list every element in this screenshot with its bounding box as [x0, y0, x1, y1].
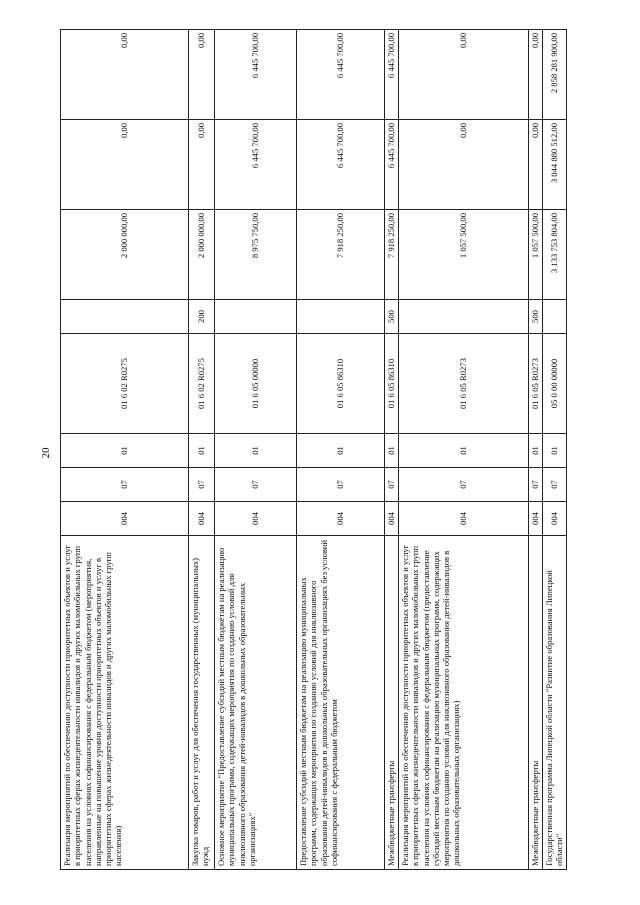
- target-article-code: 01 6 05 R0273: [399, 334, 529, 434]
- amount-year-1: 1 057 500,00: [399, 210, 529, 300]
- amount-year-3: 0,00: [189, 30, 215, 120]
- amount-year-1: 3 133 753 804,00: [543, 210, 567, 300]
- expense-type-code: 500: [385, 300, 399, 334]
- table-body: [61, 30, 567, 870]
- grbs-code: 004: [399, 502, 529, 536]
- grbs-code: 004: [189, 502, 215, 536]
- expense-type-code: [61, 300, 189, 334]
- amount-year-3: 6 445 700,00: [297, 30, 385, 120]
- row-name: Межбюджетные трансферты: [385, 536, 399, 870]
- table-row: [529, 30, 543, 870]
- grbs-code: 004: [215, 502, 297, 536]
- amount-year-3: 6 445 700,00: [385, 30, 399, 120]
- table-row: [189, 30, 215, 870]
- amount-year-3: 6 445 700,00: [215, 30, 297, 120]
- section-code: 07: [189, 468, 215, 502]
- rotated-table-container: [60, 30, 565, 870]
- amount-year-3: 0,00: [399, 30, 529, 120]
- target-article-code: 01 6 05 86310: [385, 334, 399, 434]
- expense-type-code: 500: [529, 300, 543, 334]
- amount-year-1: 2 000 000,00: [61, 210, 189, 300]
- amount-year-2: 6 445 700,00: [297, 120, 385, 210]
- section-code: 07: [61, 468, 189, 502]
- row-name: Реализация мероприятий по обеспечению доступности приоритетных объектов и услуг в приоритетных сферах жизнедеятельности инвалидов и других маломобильных групп населения на условиях софинансирования с федеральным бюджетом (мероприятия, направленные на повышение уровня доступности приоритетных объектов и услуг в приоритетных сферах жизнедеятельности инвалидов и других маломобильных групп населения): [61, 536, 189, 870]
- amount-year-3: 2 858 281 900,00: [543, 30, 567, 120]
- amount-year-1: 2 000 000,00: [189, 210, 215, 300]
- target-article-code: 01 6 05 R0273: [529, 334, 543, 434]
- expense-type-code: [543, 300, 567, 334]
- grbs-code: 004: [529, 502, 543, 536]
- grbs-code: 004: [543, 502, 567, 536]
- row-name: Государственная программа Липецкой области "Развитие образования Липецкой области": [543, 536, 567, 870]
- amount-year-2: 0,00: [61, 120, 189, 210]
- subsection-code: 01: [297, 434, 385, 468]
- target-article-code: 01 6 02 R0275: [61, 334, 189, 434]
- row-name: Закупка товаров, работ и услуг для обеспечения государственных (муниципальных) нужд: [189, 536, 215, 870]
- amount-year-1: 7 918 250,00: [385, 210, 399, 300]
- expense-type-code: 200: [189, 300, 215, 334]
- row-name: Предоставление субсидий местным бюджетам на реализацию муниципальных программ, содержащих мероприятия по созданию условий для инклюзивного образования детей-инвалидов в дошкольных образовательных организациях без условий софинансирования с федеральным бюджетом: [297, 536, 385, 870]
- table-row: [543, 30, 567, 870]
- target-article-code: 05 0 00 00000: [543, 334, 567, 434]
- section-code: 07: [215, 468, 297, 502]
- budget-table: [60, 29, 567, 870]
- amount-year-3: 0,00: [61, 30, 189, 120]
- expense-type-code: [399, 300, 529, 334]
- target-article-code: 01 6 02 R0275: [189, 334, 215, 434]
- row-name: Основное мероприятие "Предоставление субсидий местным бюджетам на реализацию муниципальных программ, содержащих мероприятия по созданию условий для инклюзивного образования детей-инвалидов в дошкольных образовательных организациях": [215, 536, 297, 870]
- subsection-code: 01: [399, 434, 529, 468]
- expense-type-code: [215, 300, 297, 334]
- table-row: [297, 30, 385, 870]
- section-code: 07: [543, 468, 567, 502]
- amount-year-2: 6 445 700,00: [215, 120, 297, 210]
- expense-type-code: [297, 300, 385, 334]
- amount-year-2: 0,00: [529, 120, 543, 210]
- subsection-code: 01: [529, 434, 543, 468]
- grbs-code: 004: [297, 502, 385, 536]
- grbs-code: 004: [385, 502, 399, 536]
- subsection-code: 01: [189, 434, 215, 468]
- amount-year-1: 1 057 500,00: [529, 210, 543, 300]
- subsection-code: 01: [61, 434, 189, 468]
- amount-year-3: 0,00: [529, 30, 543, 120]
- amount-year-2: 6 445 700,00: [385, 120, 399, 210]
- subsection-code: 01: [543, 434, 567, 468]
- page-number: 20: [40, 447, 52, 459]
- table-row: [385, 30, 399, 870]
- target-article-code: 01 6 05 00000: [215, 334, 297, 434]
- row-name: Межбюджетные трансферты: [529, 536, 543, 870]
- section-code: 07: [297, 468, 385, 502]
- grbs-code: 004: [61, 502, 189, 536]
- amount-year-1: 7 918 250,00: [297, 210, 385, 300]
- target-article-code: 01 6 05 86310: [297, 334, 385, 434]
- table-row: [61, 30, 189, 870]
- table-row: [399, 30, 529, 870]
- amount-year-1: 8 975 750,00: [215, 210, 297, 300]
- amount-year-2: 0,00: [189, 120, 215, 210]
- section-code: 07: [529, 468, 543, 502]
- subsection-code: 01: [385, 434, 399, 468]
- row-name: Реализация мероприятий по обеспечению доступности приоритетных объектов и услуг в приоритетных сферах жизнедеятельности инвалидов и других маломобильных групп населения на условиях софинансирования с федеральным бюджетом (предоставление субсидий местным бюджетам на реализацию муниципальных программ, содержащих мероприятия по созданию условий для инклюзивного образования детей-инвалидов в дошкольных образовательных организациях): [399, 536, 529, 870]
- amount-year-2: 0,00: [399, 120, 529, 210]
- section-code: 07: [399, 468, 529, 502]
- amount-year-2: 3 044 880 512,00: [543, 120, 567, 210]
- subsection-code: 01: [215, 434, 297, 468]
- table-row: [215, 30, 297, 870]
- section-code: 07: [385, 468, 399, 502]
